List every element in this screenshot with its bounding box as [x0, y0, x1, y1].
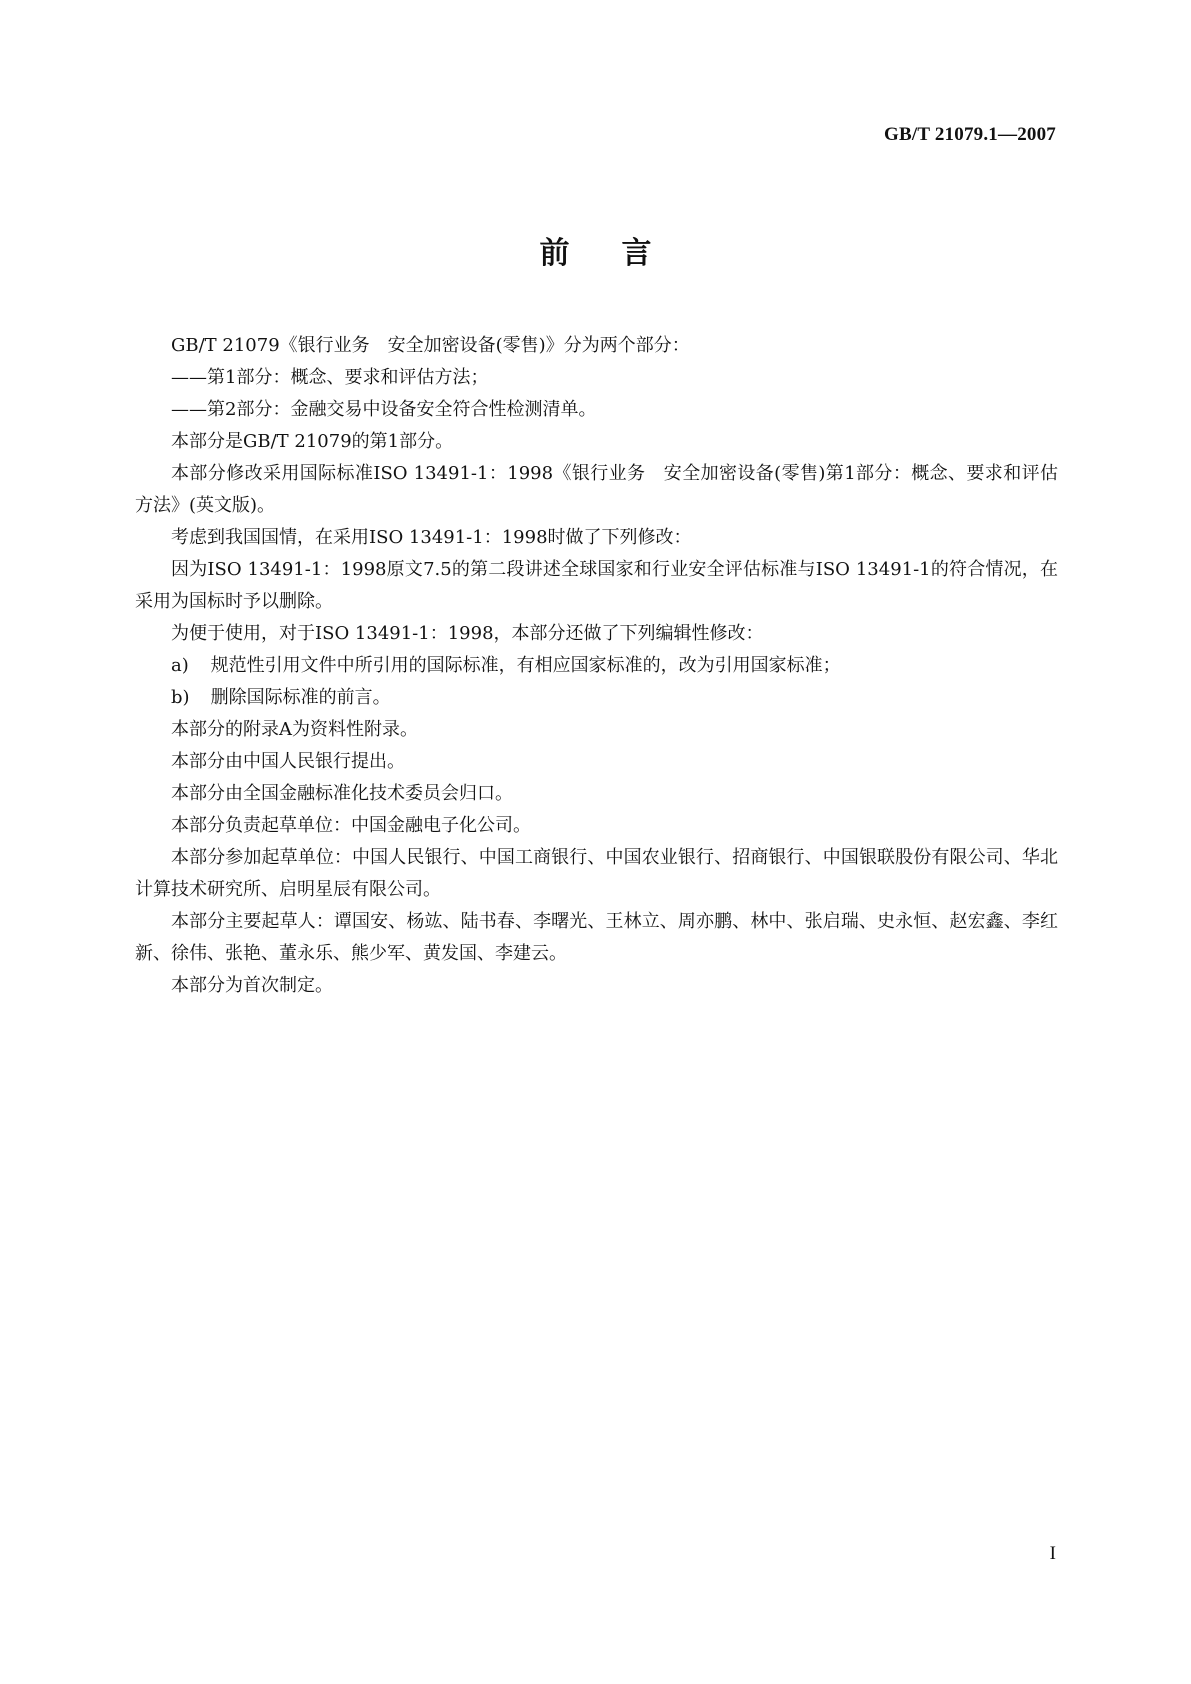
editorial-intro-paragraph: 为便于使用，对于ISO 13491-1：1998，本部分还做了下列编辑性修改： — [171, 623, 764, 644]
proposed-by-paragraph: 本部分由中国人民银行提出。 — [171, 751, 405, 772]
part-2-item: ——第2部分：金融交易中设备安全符合性检测清单。 — [171, 399, 597, 420]
page-title: 前言 — [539, 236, 704, 271]
edit-item-b — [135, 682, 1058, 714]
edit-item-b-mark: b) — [171, 687, 190, 708]
first-edition-paragraph: 本部分为首次制定。 — [171, 975, 333, 996]
reason-paragraph: 因为ISO 13491-1：1998原文7.5的第二段讲述全球国家和行业安全评估标准与ISO 13491-1的符合情况，在采用为国标时予以删除。 — [135, 559, 1058, 612]
edit-item-b-text: 删除国际标准的前言。 — [210, 687, 391, 708]
this-part-paragraph: 本部分是GB/T 21079的第1部分。 — [171, 431, 454, 452]
main-drafters-paragraph: 本部分主要起草人：谭国安、杨竑、陆书春、李曙光、王林立、周亦鹏、林中、张启瑞、史永恒、赵宏鑫、李红新、徐伟、张艳、董永乐、熊少军、黄发国、李建云。 — [135, 911, 1058, 964]
intro-paragraph: GB/T 21079《银行业务 安全加密设备(零售)》分为两个部分： — [171, 335, 690, 356]
standard-code: GB/T 21079.1—2007 — [884, 124, 1056, 145]
responsible-drafter-paragraph: 本部分负责起草单位：中国金融电子化公司。 — [171, 815, 531, 836]
edit-item-a-mark: a) — [171, 655, 189, 676]
foreword-body — [135, 330, 1058, 1002]
part-1-item: ——第1部分：概念、要求和评估方法； — [171, 367, 489, 388]
adoption-paragraph: 本部分修改采用国际标准ISO 13491-1：1998《银行业务 安全加密设备(零售)第1部分：概念、要求和评估方法》(英文版)。 — [135, 463, 1058, 516]
edit-item-a-text: 规范性引用文件中所引用的国际标准，有相应国家标准的，改为引用国家标准； — [210, 655, 841, 676]
participating-drafters-paragraph: 本部分参加起草单位：中国人民银行、中国工商银行、中国农业银行、招商银行、中国银联股份有限公司、华北计算技术研究所、启明星辰有限公司。 — [135, 847, 1058, 900]
appendix-paragraph: 本部分的附录A为资料性附录。 — [171, 719, 418, 740]
page-number: I — [1049, 1543, 1056, 1564]
edit-item-a — [135, 650, 1058, 682]
centralized-by-paragraph: 本部分由全国金融标准化技术委员会归口。 — [171, 783, 513, 804]
consideration-paragraph: 考虑到我国国情，在采用ISO 13491-1：1998时做了下列修改： — [171, 527, 692, 548]
